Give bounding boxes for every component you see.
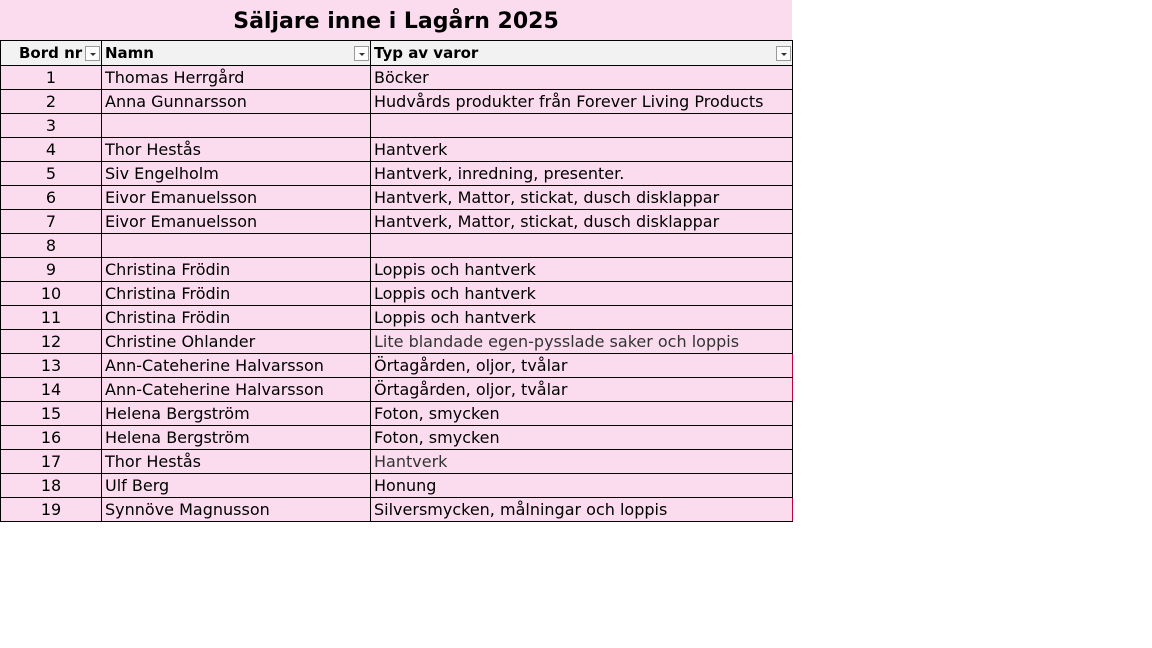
cell-bord-nr[interactable]: 10 <box>1 282 102 306</box>
cell-namn[interactable]: Ulf Berg <box>102 474 371 498</box>
table-row <box>1 210 793 234</box>
cell-typ-av-varor[interactable]: Örtagården, oljor, tvålar <box>371 378 793 402</box>
cell-namn[interactable]: Christina Frödin <box>102 282 371 306</box>
cell-typ-av-varor[interactable]: Lite blandade egen-pysslade saker och loppis <box>371 330 793 354</box>
table-row <box>1 426 793 450</box>
cell-namn[interactable]: Christine Ohlander <box>102 330 371 354</box>
column-header-namn <box>102 41 371 66</box>
column-header-typ-av-varor <box>371 41 793 66</box>
cell-bord-nr[interactable]: 4 <box>1 138 102 162</box>
cell-namn[interactable]: Helena Bergström <box>102 402 371 426</box>
cell-bord-nr[interactable]: 3 <box>1 114 102 138</box>
column-header-bord-nr <box>1 41 102 66</box>
cell-namn[interactable] <box>102 234 371 258</box>
sheet-title: Säljare inne i Lagårn 2025 <box>0 0 792 40</box>
cell-typ-av-varor[interactable] <box>371 114 793 138</box>
cell-typ-av-varor[interactable]: Hantverk, Mattor, stickat, dusch disklappar <box>371 186 793 210</box>
cell-namn[interactable]: Anna Gunnarsson <box>102 90 371 114</box>
cell-namn[interactable] <box>102 114 371 138</box>
column-header-label: Namn <box>105 44 154 62</box>
header-row <box>1 41 793 66</box>
column-header-label: Bord nr <box>19 44 83 62</box>
cell-namn[interactable]: Christina Frödin <box>102 306 371 330</box>
table-row <box>1 234 793 258</box>
sellers-table <box>0 40 793 522</box>
table-row <box>1 402 793 426</box>
cell-namn[interactable]: Synnöve Magnusson <box>102 498 371 522</box>
table-row <box>1 306 793 330</box>
cell-namn[interactable]: Thomas Herrgård <box>102 66 371 90</box>
cell-bord-nr[interactable]: 2 <box>1 90 102 114</box>
cell-bord-nr[interactable]: 18 <box>1 474 102 498</box>
cell-bord-nr[interactable]: 13 <box>1 354 102 378</box>
cell-namn[interactable]: Ann-Cateherine Halvarsson <box>102 354 371 378</box>
table-row <box>1 498 793 522</box>
cell-typ-av-varor[interactable]: Hudvårds produkter från Forever Living Products <box>371 90 793 114</box>
table-row <box>1 162 793 186</box>
cell-typ-av-varor[interactable]: Loppis och hantverk <box>371 282 793 306</box>
cell-typ-av-varor[interactable]: Loppis och hantverk <box>371 306 793 330</box>
cell-bord-nr[interactable]: 9 <box>1 258 102 282</box>
table-row <box>1 378 793 402</box>
cell-typ-av-varor[interactable]: Honung <box>371 474 793 498</box>
cell-bord-nr[interactable]: 6 <box>1 186 102 210</box>
column-header-label: Typ av varor <box>374 44 479 62</box>
cell-namn[interactable]: Eivor Emanuelsson <box>102 210 371 234</box>
cell-namn[interactable]: Ann-Cateherine Halvarsson <box>102 378 371 402</box>
table-row <box>1 90 793 114</box>
table-row <box>1 354 793 378</box>
cell-typ-av-varor[interactable]: Silversmycken, målningar och loppis <box>371 498 793 522</box>
cell-typ-av-varor[interactable]: Hantverk, Mattor, stickat, dusch disklappar <box>371 210 793 234</box>
table-row <box>1 66 793 90</box>
filter-dropdown-icon[interactable] <box>354 46 369 61</box>
cell-namn[interactable]: Helena Bergström <box>102 426 371 450</box>
cell-bord-nr[interactable]: 14 <box>1 378 102 402</box>
cell-typ-av-varor[interactable]: Loppis och hantverk <box>371 258 793 282</box>
cell-typ-av-varor[interactable]: Hantverk <box>371 450 793 474</box>
cell-bord-nr[interactable]: 7 <box>1 210 102 234</box>
filter-dropdown-icon[interactable] <box>776 46 791 61</box>
filter-dropdown-icon[interactable] <box>85 46 100 61</box>
table-row <box>1 330 793 354</box>
cell-namn[interactable]: Siv Engelholm <box>102 162 371 186</box>
cell-namn[interactable]: Christina Frödin <box>102 258 371 282</box>
cell-typ-av-varor[interactable]: Böcker <box>371 66 793 90</box>
table-row <box>1 282 793 306</box>
cell-bord-nr[interactable]: 16 <box>1 426 102 450</box>
table-row <box>1 186 793 210</box>
table-row <box>1 258 793 282</box>
cell-namn[interactable]: Thor Hestås <box>102 450 371 474</box>
cell-namn[interactable]: Thor Hestås <box>102 138 371 162</box>
cell-namn[interactable]: Eivor Emanuelsson <box>102 186 371 210</box>
cell-typ-av-varor[interactable]: Foton, smycken <box>371 402 793 426</box>
cell-bord-nr[interactable]: 17 <box>1 450 102 474</box>
cell-typ-av-varor[interactable]: Örtagården, oljor, tvålar <box>371 354 793 378</box>
cell-bord-nr[interactable]: 15 <box>1 402 102 426</box>
cell-typ-av-varor[interactable]: Foton, smycken <box>371 426 793 450</box>
cell-bord-nr[interactable]: 1 <box>1 66 102 90</box>
table-row <box>1 138 793 162</box>
cell-bord-nr[interactable]: 5 <box>1 162 102 186</box>
table-row <box>1 474 793 498</box>
cell-bord-nr[interactable]: 11 <box>1 306 102 330</box>
table-row <box>1 114 793 138</box>
cell-typ-av-varor[interactable]: Hantverk <box>371 138 793 162</box>
cell-bord-nr[interactable]: 12 <box>1 330 102 354</box>
cell-bord-nr[interactable]: 8 <box>1 234 102 258</box>
cell-typ-av-varor[interactable]: Hantverk, inredning, presenter. <box>371 162 793 186</box>
table-row <box>1 450 793 474</box>
cell-typ-av-varor[interactable] <box>371 234 793 258</box>
cell-bord-nr[interactable]: 19 <box>1 498 102 522</box>
